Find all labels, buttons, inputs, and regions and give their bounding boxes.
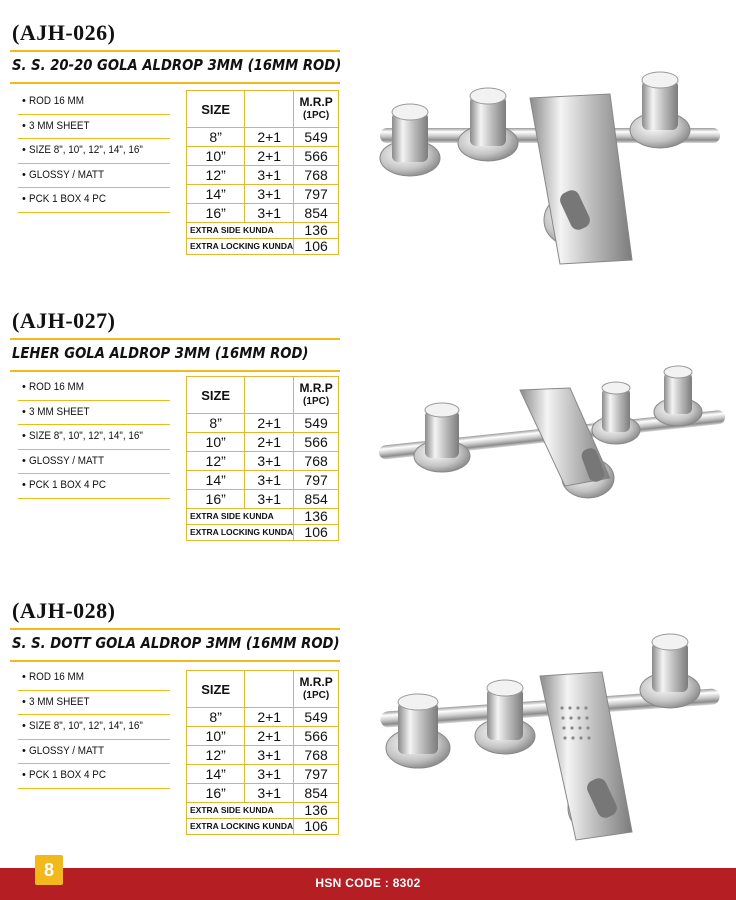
feature-item: • PCK 1 BOX 4 PC	[18, 764, 170, 789]
feature-item: • SIZE 8", 10", 12", 14", 16"	[18, 715, 170, 740]
table-row: 12” 3+1 768	[187, 166, 339, 185]
table-row: 14” 3+1 797	[187, 185, 339, 204]
table-row: 12” 3+1 768	[187, 746, 339, 765]
feature-item: • 3 MM SHEET	[18, 115, 170, 140]
feature-item: • GLOSSY / MATT	[18, 740, 170, 765]
product-code: (AJH-028)	[12, 598, 116, 623]
feature-item: • PCK 1 BOX 4 PC	[18, 474, 170, 499]
header-mrp: M.R.P (1PC)	[294, 91, 339, 128]
extra-row: EXTRA SIDE KUNDA 136	[187, 223, 339, 239]
page-number: 8	[35, 855, 63, 885]
table-row: 8” 2+1 549	[187, 708, 339, 727]
header-mrp: M.R.P (1PC)	[294, 671, 339, 708]
product-section	[0, 20, 736, 290]
product-title: LEHER GOLA ALDROP 3MM (16MM ROD)	[12, 344, 309, 362]
product-code: (AJH-027)	[12, 308, 116, 333]
extra-row: EXTRA LOCKING KUNDA 106	[187, 525, 339, 541]
feature-item: • GLOSSY / MATT	[18, 450, 170, 475]
table-row: 16” 3+1 854	[187, 784, 339, 803]
product-title: S. S. DOTT GOLA ALDROP 3MM (16MM ROD)	[12, 634, 340, 652]
product-image	[370, 50, 730, 280]
feature-item: • ROD 16 MM	[18, 90, 170, 115]
divider	[10, 628, 340, 630]
table-row: 10” 2+1 566	[187, 727, 339, 746]
feature-list	[18, 666, 170, 789]
table-row: 12” 3+1 768	[187, 452, 339, 471]
extra-row: EXTRA SIDE KUNDA 136	[187, 803, 339, 819]
table-row: 8” 2+1 549	[187, 128, 339, 147]
header-size: SIZE	[187, 377, 245, 414]
divider	[10, 82, 340, 84]
table-row: 10” 2+1 566	[187, 147, 339, 166]
feature-item: • 3 MM SHEET	[18, 401, 170, 426]
table-row: 14” 3+1 797	[187, 471, 339, 490]
hsn-code: HSN CODE : 8302	[315, 876, 421, 890]
extra-row: EXTRA LOCKING KUNDA 106	[187, 819, 339, 835]
extra-row: EXTRA LOCKING KUNDA 106	[187, 239, 339, 255]
product-image	[370, 628, 730, 858]
price-table	[186, 670, 339, 835]
header-size: SIZE	[187, 91, 245, 128]
feature-list	[18, 376, 170, 499]
table-row: 16” 3+1 854	[187, 490, 339, 509]
feature-item: • SIZE 8", 10", 12", 14", 16"	[18, 425, 170, 450]
feature-item: • SIZE 8", 10", 12", 14", 16"	[18, 139, 170, 164]
product-code: (AJH-026)	[12, 20, 116, 45]
feature-list	[18, 90, 170, 213]
footer-bar	[0, 868, 736, 900]
divider	[10, 338, 340, 340]
product-title: S. S. 20-20 GOLA ALDROP 3MM (16MM ROD)	[12, 56, 342, 74]
feature-item: • ROD 16 MM	[18, 376, 170, 401]
feature-item: • GLOSSY / MATT	[18, 164, 170, 189]
price-table	[186, 90, 339, 255]
table-row: 14” 3+1 797	[187, 765, 339, 784]
divider	[10, 370, 340, 372]
product-section	[0, 308, 736, 578]
extra-row: EXTRA SIDE KUNDA 136	[187, 509, 339, 525]
price-table	[186, 376, 339, 541]
table-row: 8” 2+1 549	[187, 414, 339, 433]
product-image	[370, 338, 730, 538]
feature-item: • 3 MM SHEET	[18, 691, 170, 716]
feature-item: • ROD 16 MM	[18, 666, 170, 691]
divider	[10, 50, 340, 52]
table-row: 16” 3+1 854	[187, 204, 339, 223]
table-row: 10” 2+1 566	[187, 433, 339, 452]
divider	[10, 660, 340, 662]
feature-item: • PCK 1 BOX 4 PC	[18, 188, 170, 213]
product-section	[0, 598, 736, 868]
header-mrp: M.R.P (1PC)	[294, 377, 339, 414]
header-size: SIZE	[187, 671, 245, 708]
